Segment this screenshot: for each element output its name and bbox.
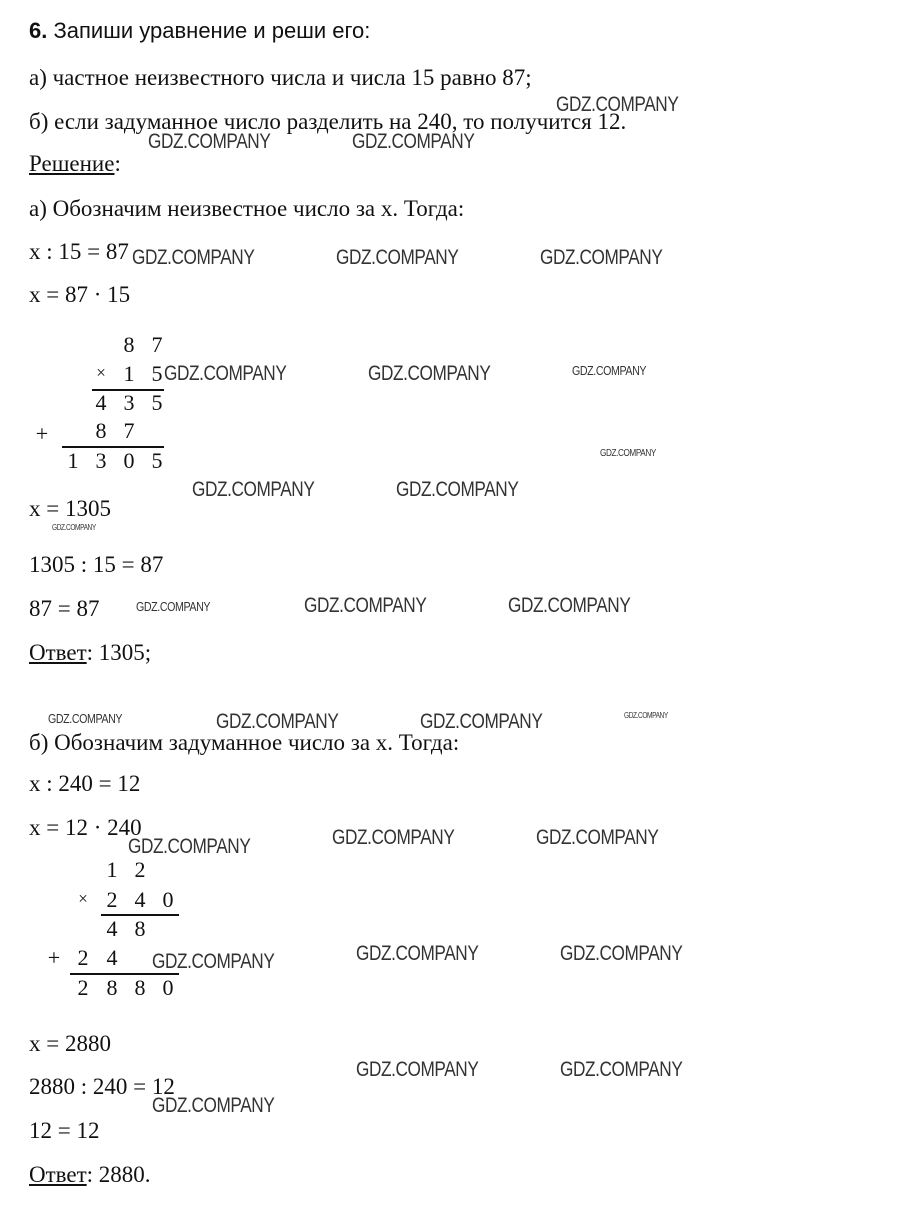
answer-value: : 2880. <box>86 1162 151 1187</box>
watermark: GDZ.COMPANY <box>368 362 491 385</box>
digit: 4 <box>134 887 146 912</box>
digit: 3 <box>123 390 135 415</box>
answer-label: Ответ <box>29 640 87 665</box>
digit: 0 <box>162 975 174 1000</box>
solution-header <box>29 152 121 175</box>
watermark: GDZ.COMPANY <box>52 523 96 532</box>
part-a-eq1: x : 15 = 87 <box>29 239 129 264</box>
task-item-a: а) частное неизвестного числа и числа 15 равно 87; <box>29 65 532 90</box>
part-b-check: 2880 : 240 = 12 <box>29 1074 175 1099</box>
watermark: GDZ.COMPANY <box>356 1058 479 1081</box>
watermark: GDZ.COMPANY <box>624 711 668 720</box>
solution-header-colon: : <box>114 151 121 176</box>
watermark: GDZ.COMPANY <box>216 710 339 733</box>
watermark: GDZ.COMPANY <box>128 835 251 858</box>
watermark: GDZ.COMPANY <box>192 478 315 501</box>
watermark: GDZ.COMPANY <box>536 826 659 849</box>
digit: 0 <box>162 887 174 912</box>
answer-label: Ответ <box>29 1162 87 1187</box>
watermark: GDZ.COMPANY <box>152 950 275 973</box>
digit: 8 <box>134 975 146 1000</box>
times-sign: × <box>96 363 106 382</box>
part-b-answer <box>29 1163 151 1186</box>
part-b-eq2: x = 12 · 240 <box>29 815 142 840</box>
task-item-b: б) если задуманное число разделить на 240, то получится 12. <box>29 109 627 134</box>
watermark: GDZ.COMPANY <box>572 363 647 378</box>
watermark: GDZ.COMPANY <box>396 478 519 501</box>
digit: 4 <box>106 916 118 941</box>
digit: 1 <box>67 448 79 473</box>
watermark: GDZ.COMPANY <box>508 594 631 617</box>
digit: 5 <box>151 361 163 386</box>
digit: 7 <box>123 418 135 443</box>
digit: 2 <box>77 945 89 970</box>
watermark: GDZ.COMPANY <box>420 710 543 733</box>
watermark: GDZ.COMPANY <box>336 246 459 269</box>
answer-value: : 1305; <box>86 640 152 665</box>
times-sign: × <box>78 889 88 908</box>
digit: 7 <box>151 332 163 357</box>
plus-sign: + <box>47 945 61 970</box>
part-a-intro: а) Обозначим неизвестное число за x. Тогда: <box>29 196 465 221</box>
digit: 2 <box>134 857 146 882</box>
digit: 8 <box>134 916 146 941</box>
digit: 3 <box>95 448 107 473</box>
watermark: GDZ.COMPANY <box>600 448 656 459</box>
digit: 2 <box>77 975 89 1000</box>
watermark: GDZ.COMPANY <box>332 826 455 849</box>
part-b-eq3: x = 2880 <box>29 1031 111 1056</box>
digit: 4 <box>95 390 107 415</box>
watermark: GDZ.COMPANY <box>152 1094 275 1117</box>
part-a-eq3: x = 1305 <box>29 496 111 521</box>
digit: 1 <box>106 857 118 882</box>
part-b-check2: 12 = 12 <box>29 1118 100 1143</box>
watermark: GDZ.COMPANY <box>164 362 287 385</box>
digit: 5 <box>151 448 163 473</box>
watermark: GDZ.COMPANY <box>304 594 427 617</box>
digit: 5 <box>151 390 163 415</box>
digit: 8 <box>106 975 118 1000</box>
task-prompt-line <box>29 20 370 42</box>
task-prompt: Запиши уравнение и реши его: <box>53 18 371 43</box>
digit: 2 <box>106 887 118 912</box>
plus-sign: + <box>35 421 49 446</box>
watermark: GDZ.COMPANY <box>136 599 211 614</box>
part-b-intro: б) Обозначим задуманное число за x. Тогда: <box>29 730 460 755</box>
watermark: GDZ.COMPANY <box>540 246 663 269</box>
watermark: GDZ.COMPANY <box>556 93 679 116</box>
watermark: GDZ.COMPANY <box>352 130 475 153</box>
watermark: GDZ.COMPANY <box>148 130 271 153</box>
part-a-eq2: x = 87 · 15 <box>29 282 131 307</box>
part-a-check2: 87 = 87 <box>29 596 100 621</box>
digit: 1 <box>123 361 135 386</box>
task-number: 6. <box>29 18 48 43</box>
part-a-answer <box>29 641 151 664</box>
watermark: GDZ.COMPANY <box>356 942 479 965</box>
watermark: GDZ.COMPANY <box>132 246 255 269</box>
digit: 8 <box>123 332 135 357</box>
digit: 0 <box>123 448 135 473</box>
watermark: GDZ.COMPANY <box>48 711 123 726</box>
part-a-check: 1305 : 15 = 87 <box>29 552 164 577</box>
digit: 8 <box>95 418 107 443</box>
digit: 4 <box>106 945 118 970</box>
part-b-eq1: x : 240 = 12 <box>29 771 141 796</box>
solution-header-label: Решение <box>29 151 115 176</box>
watermark: GDZ.COMPANY <box>560 942 683 965</box>
watermark: GDZ.COMPANY <box>560 1058 683 1081</box>
